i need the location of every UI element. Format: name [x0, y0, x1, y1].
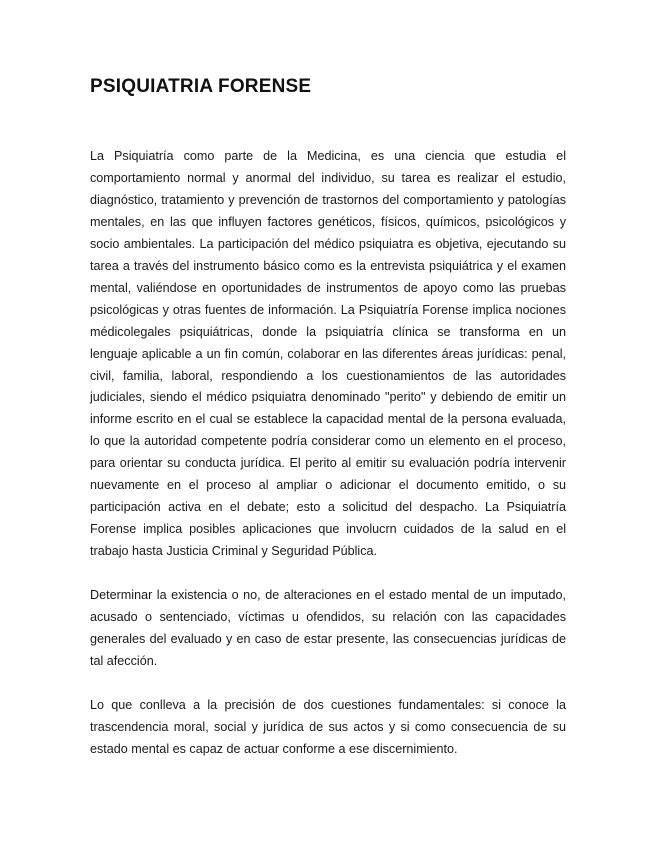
paragraph-fundamental-questions: Lo que conlleva a la precisión de dos cuestiones fundamentales: si conoce la trascendencia moral, social y jurídica de sus actos y si como consecuencia de su estado mental es capaz de actuar conforme a ese discernimiento. [90, 697, 566, 756]
paragraph-objective: Determinar la existencia o no, de alteraciones en el estado mental de un imputado, acusado o sentenciado, víctimas u ofendidos, su relación con las capacidades generales del evaluado y en caso de estar presente, las consecuencias jurídicas de tal afección. [90, 588, 566, 668]
paragraph-definition: La Psiquiatría como parte de la Medicina, es una ciencia que estudia el comportamiento normal y anormal del individuo, su tarea es realizar el estudio, diagnóstico, tratamiento y prevención de trastornos del comportamiento y patologías mentales, en las que influyen factores genéticos, físicos, químicos, psicológicos y socio ambientales. La participación del médico psiquiatra es objetiva, ejecutando su tarea a través del instrumento básico como es la entrevista psiquiátrica y el examen mental, valiéndose en oportunidades de instrumentos de apoyo como las pruebas psicológicas y otras fuentes de información. La Psiquiatría Forense implica nociones médicolegales psiquiátricas, donde la psiquiatría clínica se transforma en un lenguaje aplicable a un fin común, colaborar en las diferentes áreas jurídicas: penal, civil, familia, laboral, respondiendo a los cuestionamientos de las autoridades judiciales, siendo el médico psiquiatra denominado "perito" y debiendo de emitir un informe escrito en el cual se establece la capacidad mental de la persona evaluada, lo que la autoridad competente podría considerar como un elemento en el proceso, para orientar su conducta jurídica. El perito al emitir su evaluación podría intervenir nuevamente en el proceso al ampliar o adicionar el documento emitido, o su participación activa en el debate; esto a solicitud del despacho. La Psiquiatría Forense implica posibles aplicaciones que involucrn cuidados de la salud en el trabajo hasta Justicia Criminal y Seguridad Pública. [90, 149, 566, 559]
document-body [90, 146, 566, 783]
page-title: PSIQUIATRIA FORENSE [90, 76, 312, 97]
